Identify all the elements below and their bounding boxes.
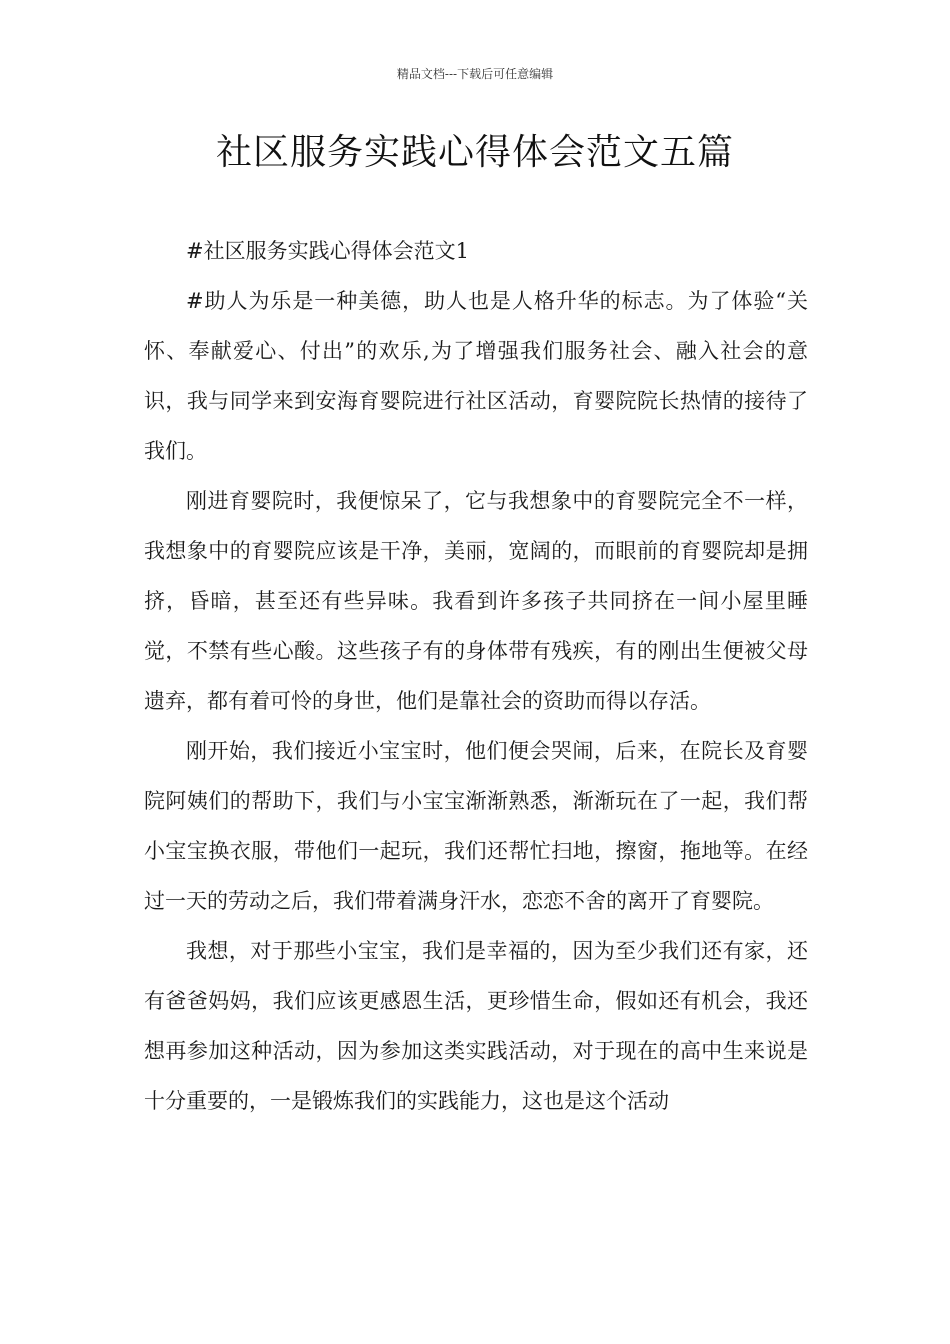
paragraph: 刚进育婴院时，我便惊呆了，它与我想象中的育婴院完全不一样，我想象中的育婴院应该是干净，美丽，宽阔的，而眼前的育婴院却是拥挤，昏暗，甚至还有些异味。我看到许多孩子共同挤在一间小屋里睡觉，不禁有些心酸。这些孩子有的身体带有残疾，有的刚出生便被父母遗弃，都有着可怜的身世，他们是靠社会的资助而得以存活。: [144, 489, 808, 713]
header-note: 精品文档---下载后可任意编辑: [396, 67, 554, 81]
paragraph: #助人为乐是一种美德，助人也是人格升华的标志。为了体验“关怀、奉献爱心、付出”的欢乐,为了增强我们服务社会、融入社会的意识，我与同学来到安海育婴院进行社区活动，育婴院院长热情的接待了我们。: [144, 289, 808, 463]
section-heading: #社区服务实践心得体会范文1: [186, 239, 469, 263]
paragraph: 我想，对于那些小宝宝，我们是幸福的，因为至少我们还有家，还有爸爸妈妈，我们应该更感恩生活，更珍惜生命，假如还有机会，我还想再参加这种活动，因为参加这类实践活动，对于现在的高中生来说是十分重要的，一是锻炼我们的实践能力，这也是这个活动: [144, 939, 808, 1113]
document-title: 社区服务实践心得体会范文五篇: [215, 132, 734, 173]
paragraph: 刚开始，我们接近小宝宝时，他们便会哭闹，后来，在院长及育婴院阿姨们的帮助下，我们与小宝宝渐渐熟悉，渐渐玩在了一起，我们帮小宝宝换衣服，带他们一起玩，我们还帮忙扫地，擦窗，拖地等。在经过一天的劳动之后，我们带着满身汗水，恋恋不舍的离开了育婴院。: [144, 739, 808, 913]
document-body: [144, 226, 808, 1126]
